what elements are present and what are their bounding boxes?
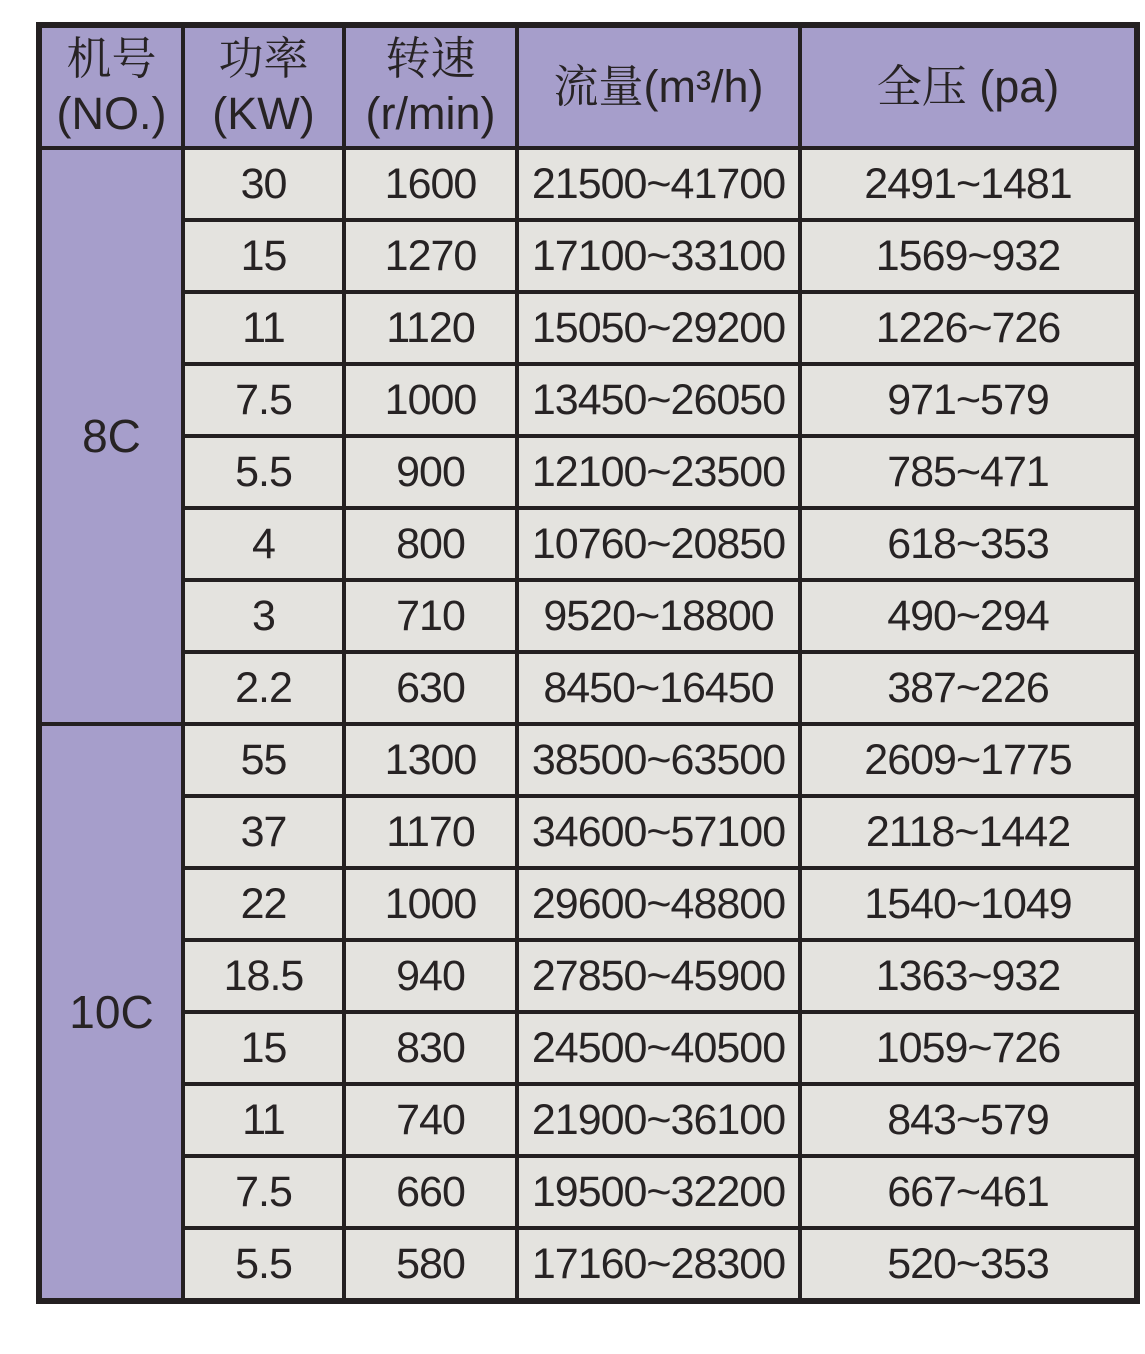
- col-header-power-line2: (KW): [212, 88, 315, 139]
- cell-speed: 900: [344, 436, 517, 508]
- cell-flow: 38500~63500: [517, 724, 800, 796]
- cell-pressure: 1569~932: [800, 220, 1137, 292]
- cell-pressure: 667~461: [800, 1156, 1137, 1228]
- col-header-pressure-line1: 全压 (pa): [876, 60, 1060, 112]
- table-row: [39, 148, 1137, 220]
- table-row: [39, 364, 1137, 436]
- cell-flow: 19500~32200: [517, 1156, 800, 1228]
- cell-power: 55: [183, 724, 344, 796]
- col-header-speed: [344, 25, 517, 148]
- col-header-power: [183, 25, 344, 148]
- cell-pressure: 843~579: [800, 1084, 1137, 1156]
- cell-power: 7.5: [183, 364, 344, 436]
- cell-power: 4: [183, 508, 344, 580]
- table-row: [39, 940, 1137, 1012]
- cell-speed: 580: [344, 1228, 517, 1301]
- table-header: [39, 25, 1137, 148]
- table-row: [39, 652, 1137, 724]
- col-header-flow: [517, 25, 800, 148]
- table-row: [39, 724, 1137, 796]
- cell-power: 5.5: [183, 1228, 344, 1301]
- table-body: [39, 148, 1137, 1301]
- cell-speed: 740: [344, 1084, 517, 1156]
- cell-power: 15: [183, 220, 344, 292]
- header-row: [39, 25, 1137, 148]
- cell-power: 7.5: [183, 1156, 344, 1228]
- cell-speed: 1300: [344, 724, 517, 796]
- cell-flow: 15050~29200: [517, 292, 800, 364]
- cell-flow: 21500~41700: [517, 148, 800, 220]
- cell-flow: 27850~45900: [517, 940, 800, 1012]
- cell-flow: 29600~48800: [517, 868, 800, 940]
- col-header-pressure: [800, 25, 1137, 148]
- cell-flow: 12100~23500: [517, 436, 800, 508]
- cell-flow: 17100~33100: [517, 220, 800, 292]
- cell-power: 11: [183, 1084, 344, 1156]
- cell-speed: 1170: [344, 796, 517, 868]
- cell-flow: 21900~36100: [517, 1084, 800, 1156]
- table-row: [39, 1012, 1137, 1084]
- cell-speed: 660: [344, 1156, 517, 1228]
- cell-speed: 710: [344, 580, 517, 652]
- table-row: [39, 868, 1137, 940]
- cell-pressure: 2491~1481: [800, 148, 1137, 220]
- cell-pressure: 971~579: [800, 364, 1137, 436]
- col-header-no-line2: (NO.): [56, 88, 167, 139]
- cell-speed: 1600: [344, 148, 517, 220]
- cell-flow: 34600~57100: [517, 796, 800, 868]
- cell-speed: 940: [344, 940, 517, 1012]
- cell-pressure: 1363~932: [800, 940, 1137, 1012]
- table-row: [39, 1084, 1137, 1156]
- section-label-10c: 10C: [39, 724, 183, 1301]
- table-row: [39, 580, 1137, 652]
- cell-speed: 800: [344, 508, 517, 580]
- cell-pressure: 1059~726: [800, 1012, 1137, 1084]
- table-row: [39, 292, 1137, 364]
- table-row: [39, 1228, 1137, 1301]
- cell-power: 37: [183, 796, 344, 868]
- table-row: [39, 796, 1137, 868]
- cell-power: 2.2: [183, 652, 344, 724]
- cell-speed: 1270: [344, 220, 517, 292]
- cell-pressure: 1540~1049: [800, 868, 1137, 940]
- col-header-speed-line1: 转速: [385, 33, 476, 85]
- table-row: [39, 220, 1137, 292]
- col-header-flow-line1: 流量(m³/h): [553, 60, 764, 112]
- cell-speed: 630: [344, 652, 517, 724]
- cell-power: 3: [183, 580, 344, 652]
- cell-power: 22: [183, 868, 344, 940]
- table-row: [39, 436, 1137, 508]
- table-row: [39, 1156, 1137, 1228]
- cell-power: 5.5: [183, 436, 344, 508]
- cell-pressure: 618~353: [800, 508, 1137, 580]
- cell-pressure: 1226~726: [800, 292, 1137, 364]
- section-label-8c: 8C: [39, 148, 183, 724]
- cell-power: 11: [183, 292, 344, 364]
- cell-pressure: 2609~1775: [800, 724, 1137, 796]
- col-header-no: [39, 25, 183, 148]
- cell-power: 30: [183, 148, 344, 220]
- cell-flow: 8450~16450: [517, 652, 800, 724]
- fan-spec-table: [36, 22, 1140, 1304]
- cell-flow: 10760~20850: [517, 508, 800, 580]
- cell-speed: 1000: [344, 868, 517, 940]
- col-header-power-line1: 功率: [218, 33, 309, 85]
- cell-power: 15: [183, 1012, 344, 1084]
- cell-power: 18.5: [183, 940, 344, 1012]
- cell-speed: 1000: [344, 364, 517, 436]
- col-header-speed-line2: (r/min): [365, 88, 496, 139]
- cell-pressure: 785~471: [800, 436, 1137, 508]
- table-row: [39, 508, 1137, 580]
- cell-pressure: 2118~1442: [800, 796, 1137, 868]
- cell-pressure: 387~226: [800, 652, 1137, 724]
- cell-flow: 17160~28300: [517, 1228, 800, 1301]
- cell-pressure: 490~294: [800, 580, 1137, 652]
- cell-speed: 1120: [344, 292, 517, 364]
- cell-flow: 9520~18800: [517, 580, 800, 652]
- cell-speed: 830: [344, 1012, 517, 1084]
- cell-flow: 13450~26050: [517, 364, 800, 436]
- cell-flow: 24500~40500: [517, 1012, 800, 1084]
- cell-pressure: 520~353: [800, 1228, 1137, 1301]
- col-header-no-line1: 机号: [66, 33, 157, 85]
